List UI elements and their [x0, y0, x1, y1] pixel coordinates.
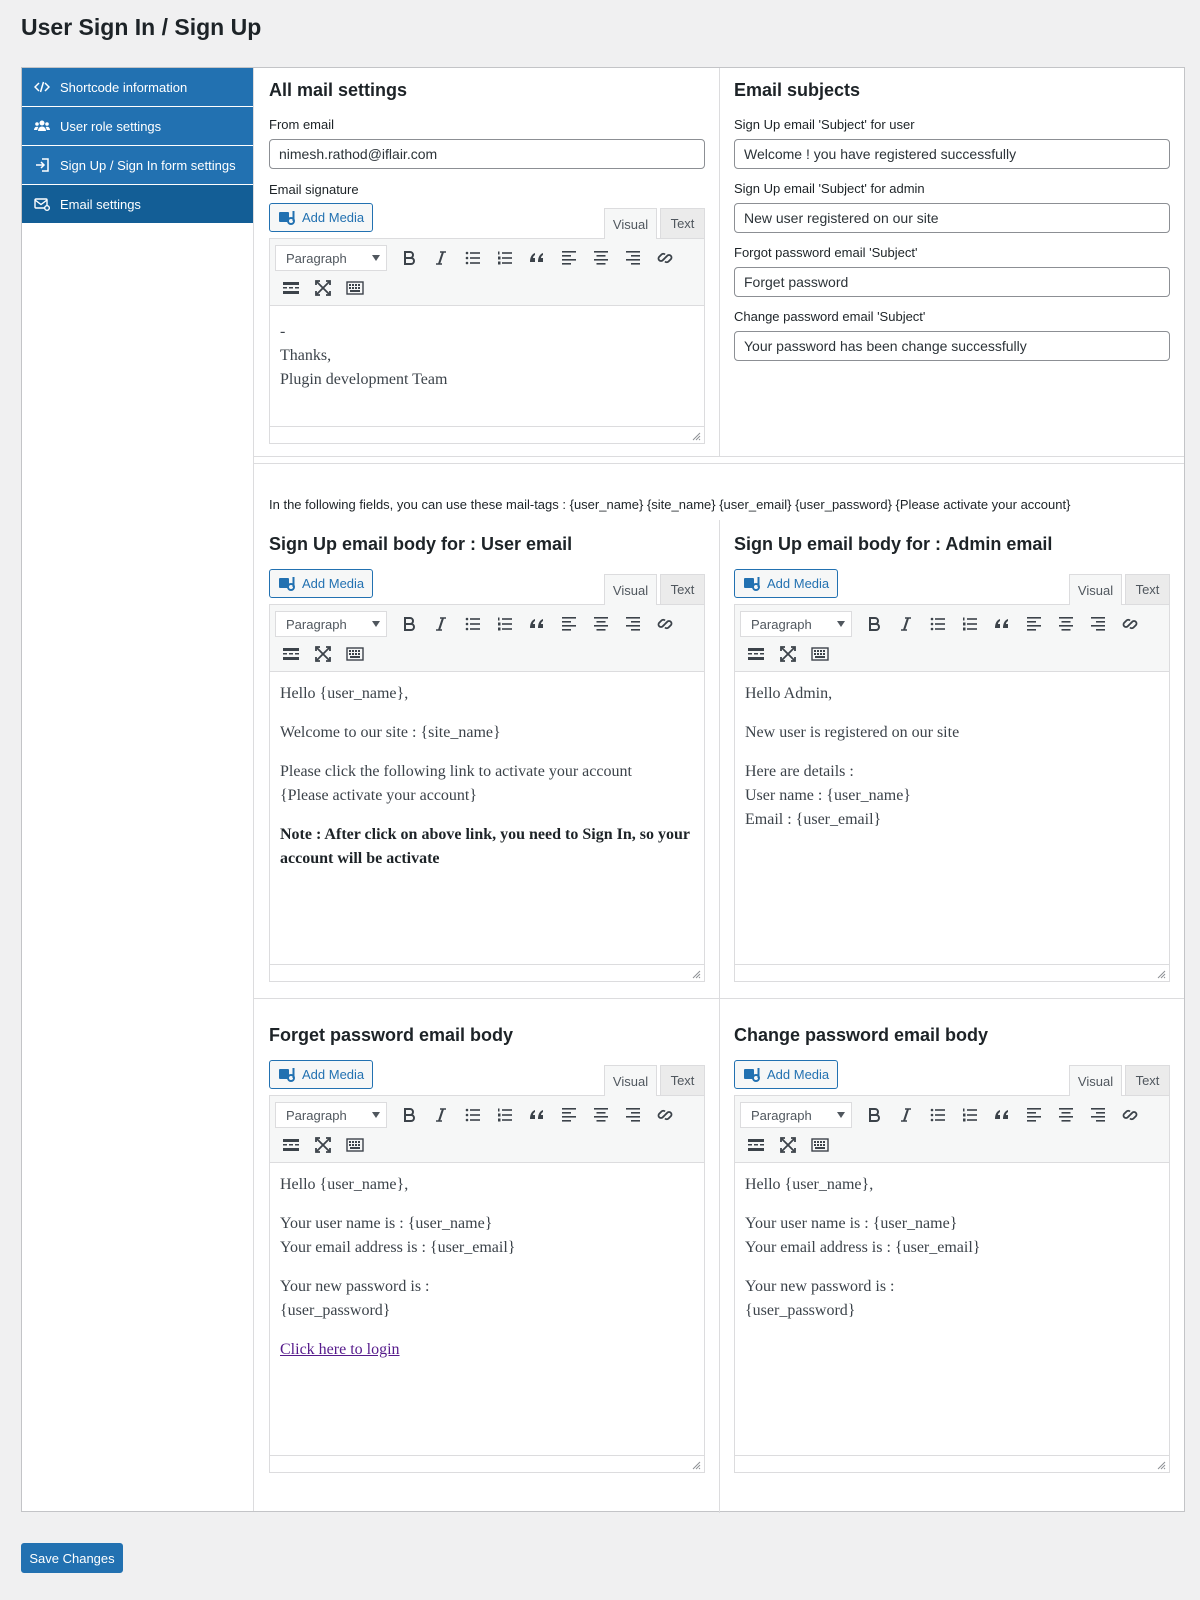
- fullscreen-icon: [313, 644, 333, 664]
- tab-text[interactable]: Text: [660, 574, 705, 604]
- toolbar-toggle-button[interactable]: [339, 639, 371, 669]
- tab-text[interactable]: Text: [1125, 1065, 1170, 1095]
- admin-subject-input[interactable]: [734, 203, 1170, 233]
- sign-in-icon: [34, 157, 50, 173]
- admin-body-section: [734, 534, 1170, 982]
- chevron-down-icon: [372, 255, 380, 261]
- tab-text[interactable]: Text: [660, 1065, 705, 1095]
- content-line: {user_password}: [280, 1302, 391, 1319]
- format-select-value: Paragraph: [286, 250, 347, 266]
- add-media-button[interactable]: [269, 569, 373, 598]
- blockquote-button[interactable]: [521, 243, 553, 273]
- toolbar-row: [275, 639, 699, 669]
- content-paragraph: [745, 1212, 1159, 1260]
- read-more-button[interactable]: [275, 639, 307, 669]
- editor-content[interactable]: [735, 672, 1169, 964]
- numbered-list-button[interactable]: [489, 243, 521, 273]
- align-right-button[interactable]: [1082, 1100, 1114, 1130]
- column-divider: [719, 68, 720, 456]
- content-paragraph: [745, 760, 1159, 832]
- content-note: Note : After click on above link, you need to Sign In, so your account will be activate: [280, 826, 690, 867]
- toolbar-row: [740, 639, 1164, 669]
- forgot-subject-input[interactable]: [734, 267, 1170, 297]
- user-subject-input[interactable]: [734, 139, 1170, 169]
- align-left-icon: [1024, 1105, 1044, 1125]
- editor-statusbar: [270, 426, 704, 443]
- resize-handle-icon[interactable]: [1157, 1461, 1166, 1470]
- section-heading: Forget password email body: [269, 1025, 514, 1045]
- change-subject-label: Change password email 'Subject': [734, 309, 926, 324]
- content-line: {Please activate your account}: [280, 787, 478, 804]
- bulleted-list-icon: [928, 614, 948, 634]
- format-select[interactable]: [740, 1102, 852, 1128]
- insert-link-button[interactable]: [649, 609, 681, 639]
- align-left-icon: [559, 614, 579, 634]
- content-paragraph: [745, 1275, 1159, 1323]
- align-center-button[interactable]: [1050, 609, 1082, 639]
- quote-icon: [527, 248, 547, 268]
- align-center-button[interactable]: [585, 1100, 617, 1130]
- align-right-button[interactable]: [617, 1100, 649, 1130]
- add-media-label: Add Media: [302, 576, 365, 591]
- blockquote-button[interactable]: [986, 1100, 1018, 1130]
- content-line: Please click the following link to activate your account: [280, 763, 632, 780]
- keyboard-icon: [345, 278, 365, 298]
- signature-editor: [269, 203, 705, 444]
- italic-icon: [896, 1105, 916, 1125]
- numbered-list-button[interactable]: [954, 1100, 986, 1130]
- sidebar-item-label: User role settings: [60, 118, 162, 134]
- add-media-button[interactable]: [734, 1060, 838, 1089]
- fullscreen-button[interactable]: [772, 639, 804, 669]
- editor-toolbar: [270, 605, 704, 672]
- link-icon: [655, 1105, 675, 1125]
- quote-icon: [992, 1105, 1012, 1125]
- bold-icon: [399, 614, 419, 634]
- align-left-button[interactable]: [553, 243, 585, 273]
- keyboard-icon: [810, 644, 830, 664]
- keyboard-icon: [345, 1135, 365, 1155]
- toolbar-row: [275, 609, 699, 639]
- from-email-input[interactable]: [269, 139, 705, 169]
- numbered-list-button[interactable]: [489, 609, 521, 639]
- content-paragraph: Welcome to our site : {site_name}: [280, 724, 501, 741]
- sidebar-item-shortcode[interactable]: [22, 68, 253, 107]
- content-line: Your new password is :: [745, 1278, 895, 1295]
- editor-statusbar: [735, 1455, 1169, 1472]
- add-media-label: Add Media: [767, 576, 830, 591]
- format-select[interactable]: [275, 611, 387, 637]
- sidebar: [22, 68, 254, 1511]
- format-select-value: Paragraph: [751, 616, 812, 632]
- content-line: User name : {user_name}: [745, 787, 911, 804]
- align-right-button[interactable]: [1082, 609, 1114, 639]
- bold-icon: [864, 1105, 884, 1125]
- bold-icon: [864, 614, 884, 634]
- quote-icon: [527, 614, 547, 634]
- toolbar-row: [275, 243, 699, 273]
- read-more-button[interactable]: [740, 639, 772, 669]
- content-paragraph: Hello {user_name},: [745, 1176, 874, 1193]
- change-body-editor: [734, 1060, 1170, 1473]
- italic-button[interactable]: [890, 1100, 922, 1130]
- link-icon: [655, 614, 675, 634]
- fullscreen-button[interactable]: [307, 273, 339, 303]
- bulleted-list-button[interactable]: [922, 609, 954, 639]
- keyboard-icon: [345, 644, 365, 664]
- resize-handle-icon[interactable]: [1157, 970, 1166, 979]
- mail-settings-section: [269, 80, 705, 444]
- format-select[interactable]: [275, 245, 387, 271]
- format-select[interactable]: [275, 1102, 387, 1128]
- users-icon: [34, 118, 50, 134]
- content-paragraph: Hello {user_name},: [280, 685, 409, 702]
- column-divider: [719, 520, 720, 1513]
- mail-tags-info: In the following fields, you can use these mail-tags : {user_name} {site_name} {user_email} {user_password} {Please activate your account}: [269, 497, 1071, 512]
- tab-visual[interactable]: Visual: [604, 1065, 657, 1096]
- page-title: User Sign In / Sign Up: [21, 14, 262, 40]
- bulleted-list-icon: [463, 248, 483, 268]
- format-select[interactable]: [740, 611, 852, 637]
- sidebar-item-email-settings[interactable]: [22, 185, 253, 224]
- content-line: {user_password}: [745, 1302, 856, 1319]
- editor-toolbar: [735, 605, 1169, 672]
- numbered-list-icon: [960, 1105, 980, 1125]
- section-divider: [254, 463, 1184, 464]
- fullscreen-icon: [313, 278, 333, 298]
- italic-icon: [431, 1105, 451, 1125]
- editor-toolbar: [735, 1096, 1169, 1163]
- align-left-button[interactable]: [553, 609, 585, 639]
- section-heading: All mail settings: [269, 80, 408, 100]
- italic-button[interactable]: [890, 609, 922, 639]
- numbered-list-icon: [960, 614, 980, 634]
- email-icon: [34, 196, 50, 212]
- read-more-button[interactable]: [275, 273, 307, 303]
- signature-dash: -: [280, 323, 286, 340]
- align-right-button[interactable]: [617, 243, 649, 273]
- content-paragraph: [280, 1212, 694, 1260]
- forgot-body-section: [269, 1025, 705, 1473]
- read-more-icon: [281, 1135, 301, 1155]
- main-content: [254, 68, 1184, 1511]
- section-heading: Sign Up email body for : Admin email: [734, 534, 1053, 554]
- toolbar-row: [740, 609, 1164, 639]
- align-right-icon: [623, 614, 643, 634]
- code-icon: [34, 79, 50, 95]
- italic-button[interactable]: [425, 243, 457, 273]
- bulleted-list-button[interactable]: [457, 609, 489, 639]
- change-subject-input[interactable]: [734, 331, 1170, 361]
- resize-handle-icon[interactable]: [692, 1461, 701, 1470]
- format-select-value: Paragraph: [286, 616, 347, 632]
- numbered-list-icon: [495, 248, 515, 268]
- align-center-button[interactable]: [1050, 1100, 1082, 1130]
- bold-button[interactable]: [858, 609, 890, 639]
- editor-content[interactable]: [270, 1163, 704, 1455]
- media-icon: [743, 575, 761, 593]
- align-left-button[interactable]: [1018, 1100, 1050, 1130]
- user-body-editor: [269, 569, 705, 982]
- format-select-value: Paragraph: [751, 1107, 812, 1123]
- editor-statusbar: [735, 964, 1169, 981]
- toolbar-toggle-button[interactable]: [339, 1130, 371, 1160]
- content-line: Your email address is : {user_email}: [280, 1239, 516, 1256]
- link-icon: [1120, 1105, 1140, 1125]
- add-media-label: Add Media: [767, 1067, 830, 1082]
- content-line: Your email address is : {user_email}: [745, 1239, 981, 1256]
- toolbar-row: [740, 1100, 1164, 1130]
- editor-content[interactable]: [270, 306, 704, 426]
- sidebar-item-label: Sign Up / Sign In form settings: [60, 157, 236, 173]
- editor-statusbar: [270, 964, 704, 981]
- add-media-button[interactable]: [269, 203, 373, 232]
- email-subjects-section: [734, 80, 1170, 361]
- align-right-icon: [623, 248, 643, 268]
- align-center-icon: [591, 614, 611, 634]
- read-more-button[interactable]: [275, 1130, 307, 1160]
- align-center-icon: [591, 1105, 611, 1125]
- user-subject-label: Sign Up email 'Subject' for user: [734, 117, 915, 132]
- read-more-icon: [746, 1135, 766, 1155]
- bold-icon: [399, 248, 419, 268]
- bold-button[interactable]: [393, 609, 425, 639]
- add-media-label: Add Media: [302, 1067, 365, 1082]
- align-right-icon: [623, 1105, 643, 1125]
- content-line: Your new password is :: [280, 1278, 430, 1295]
- editor-toolbar: [270, 1096, 704, 1163]
- toolbar-toggle-button[interactable]: [804, 1130, 836, 1160]
- admin-subject-label: Sign Up email 'Subject' for admin: [734, 181, 925, 196]
- bulleted-list-button[interactable]: [457, 243, 489, 273]
- content-line: Your user name is : {user_name}: [280, 1215, 493, 1232]
- align-center-icon: [1056, 1105, 1076, 1125]
- section-heading: Email subjects: [734, 80, 861, 100]
- sidebar-item-user-roles[interactable]: [22, 107, 253, 146]
- fullscreen-icon: [778, 644, 798, 664]
- read-more-icon: [281, 278, 301, 298]
- bold-button[interactable]: [393, 243, 425, 273]
- align-left-icon: [1024, 614, 1044, 634]
- sidebar-item-form-settings[interactable]: [22, 146, 253, 185]
- content-paragraph: [280, 1338, 694, 1362]
- content-line: Here are details :: [745, 763, 854, 780]
- change-body-section: [734, 1025, 1170, 1473]
- toolbar-toggle-button[interactable]: [804, 639, 836, 669]
- resize-handle-icon[interactable]: [692, 970, 701, 979]
- align-right-button[interactable]: [617, 609, 649, 639]
- editor-content[interactable]: [735, 1163, 1169, 1455]
- sidebar-item-label: Email settings: [60, 196, 141, 212]
- sidebar-item-label: Shortcode information: [60, 79, 188, 95]
- content-paragraph: New user is registered on our site: [745, 724, 960, 741]
- blockquote-button[interactable]: [521, 1100, 553, 1130]
- align-left-button[interactable]: [1018, 609, 1050, 639]
- align-left-button[interactable]: [553, 1100, 585, 1130]
- resize-handle-icon[interactable]: [692, 432, 701, 441]
- italic-icon: [896, 614, 916, 634]
- chevron-down-icon: [372, 621, 380, 627]
- blockquote-button[interactable]: [521, 609, 553, 639]
- section-divider: [254, 456, 1184, 457]
- toolbar-row: [740, 1130, 1164, 1160]
- format-select-value: Paragraph: [286, 1107, 347, 1123]
- insert-link-button[interactable]: [1114, 609, 1146, 639]
- signature-thanks: Thanks,: [280, 347, 332, 364]
- fullscreen-button[interactable]: [307, 639, 339, 669]
- quote-icon: [992, 614, 1012, 634]
- login-link[interactable]: Click here to login: [280, 1341, 400, 1358]
- content-line: Email : {user_email}: [745, 811, 882, 828]
- bulleted-list-icon: [463, 614, 483, 634]
- read-more-button[interactable]: [740, 1130, 772, 1160]
- numbered-list-button[interactable]: [954, 609, 986, 639]
- toolbar-row: [275, 1100, 699, 1130]
- from-email-label: From email: [269, 117, 335, 132]
- insert-link-button[interactable]: [649, 1100, 681, 1130]
- blockquote-button[interactable]: [986, 609, 1018, 639]
- media-icon: [278, 575, 296, 593]
- add-media-button[interactable]: [734, 569, 838, 598]
- save-changes-button[interactable]: Save Changes: [21, 1543, 123, 1573]
- fullscreen-button[interactable]: [307, 1130, 339, 1160]
- fullscreen-icon: [313, 1135, 333, 1155]
- bulleted-list-button[interactable]: [457, 1100, 489, 1130]
- email-signature-label: Email signature: [269, 182, 359, 197]
- align-left-icon: [559, 1105, 579, 1125]
- align-left-icon: [559, 248, 579, 268]
- add-media-button[interactable]: [269, 1060, 373, 1089]
- align-center-icon: [1056, 614, 1076, 634]
- editor-toolbar: [270, 239, 704, 306]
- content-paragraph: [280, 1275, 694, 1323]
- admin-body-editor: [734, 569, 1170, 982]
- media-icon: [743, 1066, 761, 1084]
- numbered-list-icon: [495, 1105, 515, 1125]
- media-icon: [278, 1066, 296, 1084]
- signature-team: Plugin development Team: [280, 371, 448, 388]
- align-center-button[interactable]: [585, 243, 617, 273]
- editor-content[interactable]: [270, 672, 704, 964]
- chevron-down-icon: [837, 1112, 845, 1118]
- align-center-icon: [591, 248, 611, 268]
- bold-button[interactable]: [858, 1100, 890, 1130]
- content-line: Your user name is : {user_name}: [745, 1215, 958, 1232]
- section-divider: [254, 998, 1184, 999]
- link-icon: [1120, 614, 1140, 634]
- tab-visual[interactable]: Visual: [1069, 574, 1122, 605]
- bulleted-list-button[interactable]: [922, 1100, 954, 1130]
- media-icon: [278, 209, 296, 227]
- align-center-button[interactable]: [585, 609, 617, 639]
- tab-text[interactable]: Text: [1125, 574, 1170, 604]
- numbered-list-icon: [495, 614, 515, 634]
- keyboard-icon: [810, 1135, 830, 1155]
- add-media-label: Add Media: [302, 210, 365, 225]
- align-right-icon: [1088, 1105, 1108, 1125]
- bulleted-list-icon: [928, 1105, 948, 1125]
- insert-link-button[interactable]: [649, 243, 681, 273]
- section-heading: Change password email body: [734, 1025, 989, 1045]
- section-heading: Sign Up email body for : User email: [269, 534, 573, 554]
- tab-text[interactable]: Text: [660, 208, 705, 238]
- link-icon: [655, 248, 675, 268]
- tab-visual[interactable]: Visual: [604, 208, 657, 239]
- italic-icon: [431, 614, 451, 634]
- align-right-icon: [1088, 614, 1108, 634]
- fullscreen-icon: [778, 1135, 798, 1155]
- tab-visual[interactable]: Visual: [604, 574, 657, 605]
- chevron-down-icon: [372, 1112, 380, 1118]
- italic-button[interactable]: [425, 609, 457, 639]
- forgot-subject-label: Forgot password email 'Subject': [734, 245, 918, 260]
- insert-link-button[interactable]: [1114, 1100, 1146, 1130]
- settings-container: [21, 67, 1185, 1512]
- user-body-section: [269, 534, 705, 982]
- toolbar-row: [275, 1130, 699, 1160]
- italic-icon: [431, 248, 451, 268]
- tab-visual[interactable]: Visual: [1069, 1065, 1122, 1096]
- bold-button[interactable]: [393, 1100, 425, 1130]
- content-paragraph: Hello {user_name},: [280, 1176, 409, 1193]
- read-more-icon: [746, 644, 766, 664]
- content-paragraph: Hello Admin,: [745, 685, 833, 702]
- read-more-icon: [281, 644, 301, 664]
- fullscreen-button[interactable]: [772, 1130, 804, 1160]
- forgot-body-editor: [269, 1060, 705, 1473]
- bold-icon: [399, 1105, 419, 1125]
- chevron-down-icon: [837, 621, 845, 627]
- editor-statusbar: [270, 1455, 704, 1472]
- bulleted-list-icon: [463, 1105, 483, 1125]
- toolbar-toggle-button[interactable]: [339, 273, 371, 303]
- italic-button[interactable]: [425, 1100, 457, 1130]
- toolbar-row: [275, 273, 699, 303]
- numbered-list-button[interactable]: [489, 1100, 521, 1130]
- content-paragraph: [280, 760, 694, 808]
- quote-icon: [527, 1105, 547, 1125]
